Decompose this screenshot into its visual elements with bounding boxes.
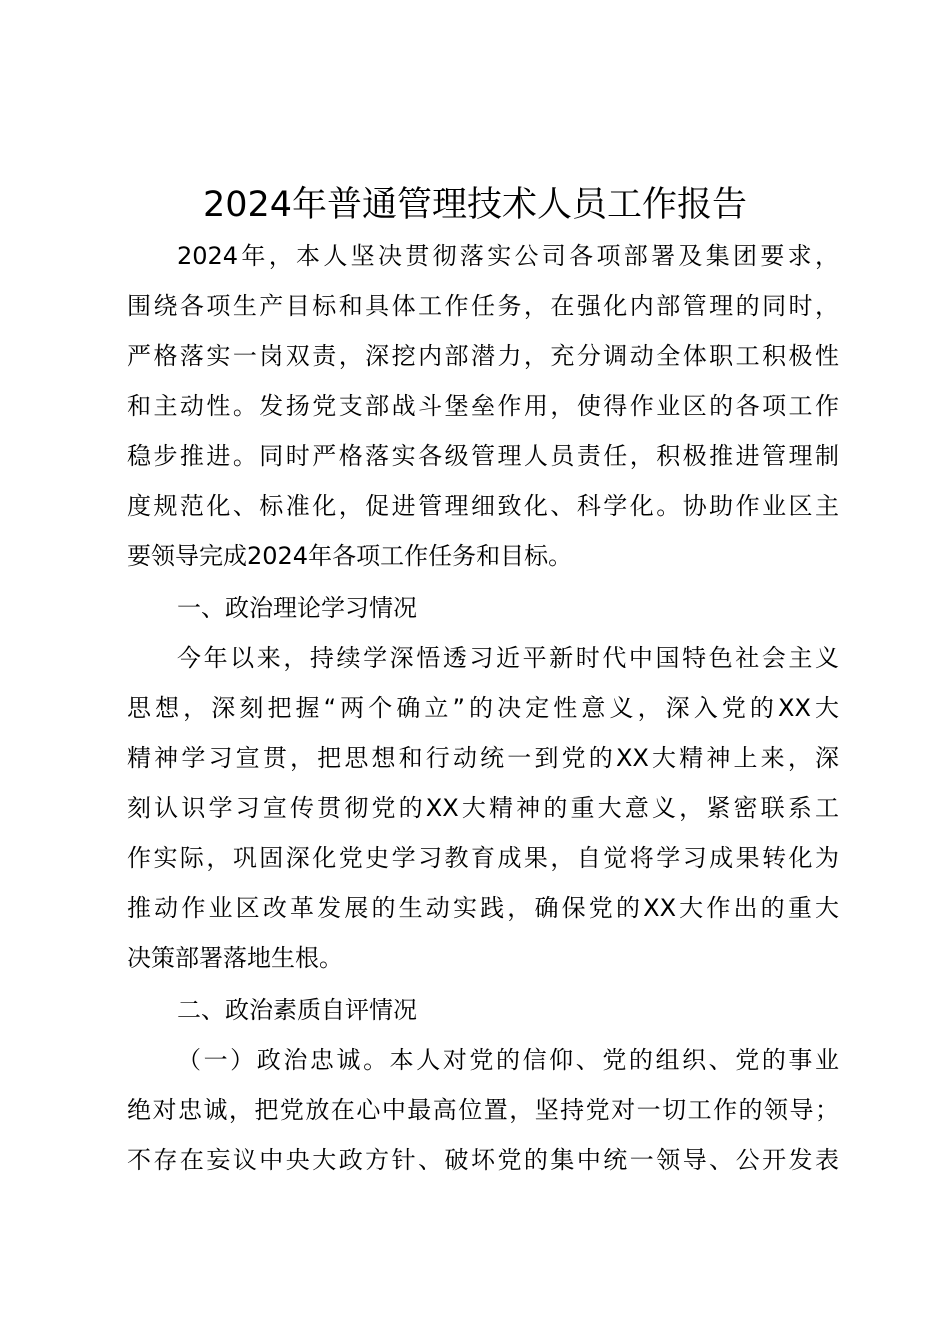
document-title: 2024年普通管理技术人员工作报告 [202, 185, 748, 225]
paragraph-line: 2024年，本人坚决贯彻落实公司各项部署及集团要求， [177, 242, 839, 270]
paragraph-line: 思想，深刻把握“两个确立”的决定性意义，深入党的XX大 [127, 694, 839, 722]
section-heading: 一、政治理论学习情况 [177, 594, 417, 622]
paragraph-line: 作实际，巩固深化党史学习教育成果，自觉将学习成果转化为 [127, 844, 839, 872]
document-body [127, 231, 839, 1185]
section-heading: 二、政治素质自评情况 [177, 996, 417, 1024]
paragraph-line: 严格落实一岗双责，深挖内部潜力，充分调动全体职工积极性 [127, 342, 839, 370]
paragraph-line: 和主动性。发扬党支部战斗堡垒作用，使得作业区的各项工作 [127, 392, 839, 420]
paragraph-line: 今年以来，持续学深悟透习近平新时代中国特色社会主义 [177, 644, 839, 672]
paragraph-line: 度规范化、标准化，促进管理细致化、科学化。协助作业区主 [127, 492, 839, 520]
paragraph-line: 稳步推进。同时严格落实各级管理人员责任，积极推进管理制 [127, 442, 839, 470]
paragraph-line: 不存在妄议中央大政方针、破坏党的集中统一领导、公开发表 [127, 1146, 839, 1174]
paragraph-line: 精神学习宣贯，把思想和行动统一到党的XX大精神上来，深 [127, 744, 839, 772]
paragraph-line: 刻认识学习宣传贯彻党的XX大精神的重大意义，紧密联系工 [127, 794, 839, 822]
paragraph-line: 推动作业区改革发展的生动实践，确保党的XX大作出的重大 [127, 894, 839, 922]
paragraph-line: 要领导完成2024年各项工作任务和目标。 [127, 542, 573, 570]
paragraph-line: 绝对忠诚，把党放在心中最高位置，坚持党对一切工作的领导； [127, 1096, 839, 1124]
paragraph-line: 决策部署落地生根。 [127, 944, 343, 972]
paragraph-line: （一）政治忠诚。本人对党的信仰、党的组织、党的事业 [177, 1046, 839, 1074]
paragraph-line: 围绕各项生产目标和具体工作任务，在强化内部管理的同时， [127, 292, 839, 320]
